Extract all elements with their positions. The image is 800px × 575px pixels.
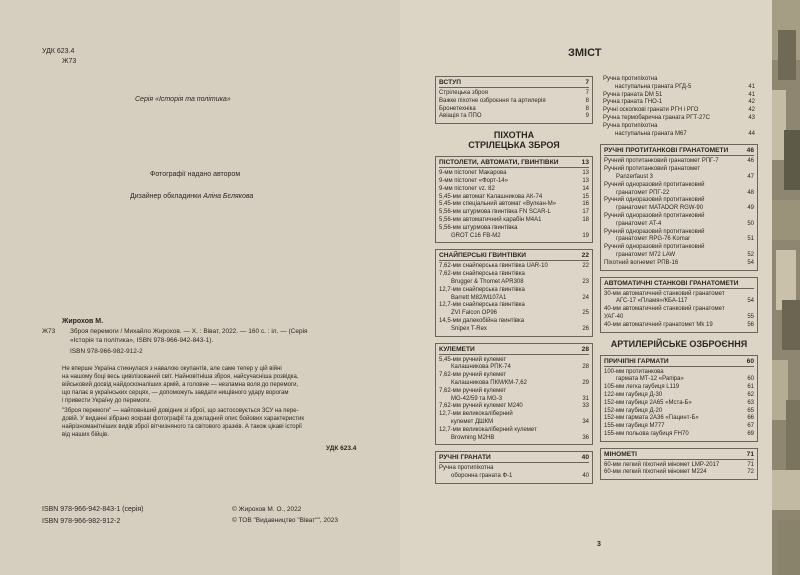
- abstract-1-line-4: і привести Україну до перемоги.: [62, 398, 152, 404]
- abstract-1-line-0: Не вперше Україна стикнулася з навалою окупантів, але саме тепер у цій війні: [62, 366, 282, 372]
- toc-item[interactable]: 12,7-мм великокаліберний: [439, 411, 513, 418]
- toc-column-1: [435, 76, 593, 490]
- toc-section-title[interactable]: ПІСТОЛЕТИ, АВТОМАТИ, ГВИНТІВКИ 13: [439, 159, 589, 167]
- copyright-author: © Жирохов М. О., 2022: [232, 506, 302, 513]
- toc-item[interactable]: 152-мм гаубиця 2А65 «Мста-Б» 63: [604, 399, 754, 406]
- right-page: [400, 0, 772, 575]
- toc-item[interactable]: GROT C16 FB-M2 19: [451, 232, 589, 239]
- page-number: 3: [597, 541, 601, 548]
- toc-item[interactable]: 7,62-мм ручний кулемет: [439, 372, 507, 379]
- toc-item[interactable]: гранатомет M72 LAW 52: [616, 251, 754, 258]
- toc-item[interactable]: 5,56-мм штурмова гвинтівка FN SCAR-L 17: [439, 209, 589, 216]
- toc-section-ags: [600, 277, 758, 333]
- toc-item[interactable]: Ручний одноразовий протитанковий: [604, 244, 705, 251]
- toc-item[interactable]: Browning M2HB 36: [451, 434, 589, 441]
- toc-item[interactable]: Стрілецька зброя 7: [439, 90, 589, 96]
- catalog-mark: Ж73: [42, 328, 56, 335]
- toc-item[interactable]: гранатомет РПГ-22 48: [616, 189, 754, 196]
- photos-credit: Фотографії надано автором: [150, 171, 241, 178]
- udk-code: УДК 623.4: [42, 48, 75, 55]
- udk-bottom: УДК 623.4: [326, 445, 357, 452]
- abstract-2-line-0: "Зброя перемоги" — найповніший довідник зі зброї, що застосовується ЗСУ на пере-: [62, 408, 299, 414]
- toc-item[interactable]: 40-мм автоматичний гранатомет Mk 19 56: [604, 321, 754, 328]
- toc-section-pistols: [435, 156, 593, 243]
- toc-column-2: [600, 76, 758, 486]
- toc-item[interactable]: Panzerfaust 3 47: [616, 173, 754, 180]
- toc-section-title[interactable]: МІНОМЕТІ 71: [604, 450, 754, 458]
- author-mark: Ж73: [62, 58, 77, 65]
- toc-item[interactable]: 155-мм польова гаубиця FH70 69: [604, 430, 754, 437]
- toc-item[interactable]: оборонна граната Ф-1 40: [451, 473, 589, 480]
- toc-section-title[interactable]: РУЧНІ ГРАНАТИ 40: [439, 454, 589, 462]
- toc-item[interactable]: 5,45-мм автомат Калашникова АК-74 15: [439, 193, 589, 200]
- catalog-isbn: ISBN 978-966-982-912-2: [70, 348, 143, 355]
- toc-item[interactable]: Ручна протипіхотна: [603, 76, 658, 82]
- toc-item[interactable]: Ручна граната ГНО-1 42: [603, 99, 755, 106]
- toc-section-intro: [435, 76, 593, 124]
- toc-item[interactable]: 7,62-мм ручний кулемет M240 33: [439, 403, 589, 410]
- toc-item[interactable]: 30-мм автоматичний станковий гранатомет: [604, 290, 725, 297]
- toc-item[interactable]: Авіація та ППО 9: [439, 113, 589, 120]
- toc-item[interactable]: Ручна граната DM 51 41: [603, 91, 755, 98]
- abstract-2-line-2: найрізноманітніших видів зброї вітчизняного та світового зразків. А також цікаві історії: [62, 424, 302, 430]
- toc-item[interactable]: Калашникова РПК-74 28: [451, 364, 589, 371]
- toc-item[interactable]: 60-мм легкий піхотний міномет M224 72: [604, 469, 754, 476]
- abstract-1-line-2: військовий досвід найдосконаліших армій, а головне — незламна воля до перемоги,: [62, 382, 299, 388]
- toc-item[interactable]: 40-мм автоматичний станковий гранатомет УАГ-40 55: [604, 306, 754, 320]
- toc-item[interactable]: гранатомет MATADOR RGW-90 49: [616, 205, 754, 212]
- toc-item[interactable]: 12,7-мм снайперська гвинтівка: [439, 286, 525, 293]
- toc-item[interactable]: Ручні осколкові гранати РГН і РГО 42: [603, 107, 755, 114]
- toc-item[interactable]: Ручна термобарична граната РГТ-27С 43: [603, 114, 755, 121]
- toc-item[interactable]: ZVI Falcon OP96 25: [451, 310, 589, 317]
- toc-item[interactable]: 7,62-мм снайперська гвинтівка: [439, 271, 525, 278]
- toc-item[interactable]: Ручний протитанковий гранатомет: [604, 166, 701, 173]
- toc-item[interactable]: гранатомет RPG-76 Komar 51: [616, 236, 754, 243]
- catalog-line-1: Зброя перемоги / Михайло Жирохов. — Х. : Віват, 2022. — 160 с. : іл. — (Серія: [70, 328, 308, 335]
- toc-item[interactable]: Ручний одноразовий протитанковий: [604, 181, 705, 188]
- toc-item[interactable]: 152-мм гаубиця Д-20 65: [604, 407, 754, 414]
- toc-section-title[interactable]: СНАЙПЕРСЬКІ ГВИНТІВКИ 22: [439, 252, 589, 260]
- toc-item[interactable]: 5,45-мм спеціальний автомат «Вулкан-М» 16: [439, 201, 589, 208]
- toc-section-title[interactable]: ВСТУП 7: [439, 79, 589, 86]
- toc-item[interactable]: Snipex T-Rex 26: [451, 325, 589, 332]
- toc-item[interactable]: 12,7-мм снайперська гвинтівка: [439, 302, 525, 309]
- toc-item[interactable]: Ручна протипіхотна: [439, 465, 494, 472]
- toc-item[interactable]: 122-мм гаубиця Д-30 62: [604, 391, 754, 398]
- toc-item[interactable]: 7,62-мм ручний кулемет: [439, 387, 507, 394]
- toc-item[interactable]: гармата МТ-12 «Рапіра» 60: [616, 376, 754, 383]
- camo-edge-decoration: [772, 0, 800, 575]
- part-title-artillery: АРТИЛЕРІЙСЬКЕ ОЗБРОЄННЯ: [610, 338, 748, 349]
- toc-item[interactable]: наступальна граната M67 44: [615, 130, 755, 137]
- toc-item[interactable]: 152-мм гармата 2А36 «Гіацинт-Б» 66: [604, 415, 754, 422]
- toc-item[interactable]: 5,56-мм автоматичний карабін M4A1 18: [439, 216, 589, 223]
- toc-section-grenades: [435, 451, 593, 484]
- toc-section-title[interactable]: АВТОМАТИЧНІ СТАНКОВІ ГРАНАТОМЕТИ: [604, 280, 754, 289]
- toc-item[interactable]: 12,7-мм великокаліберний кулемет: [439, 426, 537, 433]
- toc-section-rpg: [600, 144, 758, 270]
- toc-section-title[interactable]: КУЛЕМЕТИ 28: [439, 345, 589, 353]
- toc-item[interactable]: Піхотний вогнемет РПВ-16 54: [604, 259, 754, 266]
- toc-item[interactable]: Brugger & Thomet APR308 23: [451, 278, 589, 285]
- toc-section-title[interactable]: РУЧНІ ПРОТИТАНКОВІ ГРАНАТОМЕТИ 46: [604, 147, 754, 155]
- toc-item[interactable]: Бронетехніка 8: [439, 105, 589, 112]
- toc-item[interactable]: Ручна протипіхотна: [603, 122, 658, 129]
- toc-section-title[interactable]: ПРИЧІПНІ ГАРМАТИ 60: [604, 357, 754, 365]
- isbn-book: ISBN 978-966-982-912-2: [42, 518, 121, 525]
- toc-item[interactable]: Важке піхотне озброєння та артилерія 8: [439, 97, 589, 104]
- toc-section-mortars: [600, 448, 758, 481]
- toc-item[interactable]: наступальна граната РГД-5 41: [615, 83, 755, 90]
- toc-item[interactable]: 14,5-мм далекобійна гвинтівка: [439, 317, 525, 324]
- toc-item[interactable]: 155-мм гаубиця M777 67: [604, 423, 754, 430]
- toc-item[interactable]: 5,56-мм штурмова гвинтівка: [439, 224, 518, 231]
- toc-item[interactable]: гранатомет AT-4 50: [616, 220, 754, 227]
- toc-section-grenades-cont: [600, 76, 758, 138]
- toc-item[interactable]: Калашникова ПКМ/КМ-7,62 29: [451, 379, 589, 386]
- abstract-2-line-1: довій. У виданні зібрано яскраві фотографії та докладний опис бойових характеристик: [62, 416, 304, 422]
- toc-item[interactable]: MG-42/59 та MG-3 31: [451, 395, 589, 402]
- author-name: Жирохов М.: [62, 318, 104, 325]
- toc-section-machine-guns: [435, 343, 593, 446]
- isbn-series: ISBN 978-966-942-843-1 (серія): [42, 506, 144, 513]
- series-line: Серія «Історія та політика»: [135, 96, 231, 103]
- toc-item[interactable]: 9-мм пістолет «Форт-14» 13: [439, 177, 589, 184]
- toc-item[interactable]: Ручний одноразовий протитанковий: [604, 212, 705, 219]
- toc-item[interactable]: 100-мм протитанкова: [604, 368, 664, 375]
- toc-section-sniper: [435, 249, 593, 336]
- toc-item[interactable]: Ручний одноразовий протитанковий: [604, 197, 705, 204]
- toc-item[interactable]: 9-мм пістолет vz. 82 14: [439, 185, 589, 192]
- contents-title: ЗМІСТ: [568, 47, 602, 59]
- designer-credit: Дизайнер обкладинки Аліна Бєлякова: [130, 193, 254, 200]
- toc-item[interactable]: 105-мм легка гаубиця L119 61: [604, 384, 754, 391]
- toc-item[interactable]: Barrett M82/M107A1 24: [451, 294, 589, 301]
- toc-item[interactable]: АГС-17 «Пламя»/КБА-117 54: [616, 298, 754, 305]
- abstract-1-line-1: на нашому боці весь цивілізований світ. Найновітніша зброя, найсучасніша розвідка,: [62, 374, 299, 380]
- toc-item[interactable]: 60-мм легкий піхотний міномет LMP-2017 71: [604, 461, 754, 468]
- abstract-2-line-3: від наших бійців.: [62, 432, 109, 438]
- toc-section-towed-guns: [600, 355, 758, 442]
- abstract-1-line-3: що палає в українських серцях, — допоможуть завдати нищівного удару ворогам: [62, 390, 289, 396]
- part-title-infantry: ПІХОТНА СТРІЛЕЦЬКА ЗБРОЯ: [468, 130, 560, 151]
- catalog-line-2: «Історія та політика», ISBN 978-966-942-843-1).: [70, 337, 214, 344]
- toc-item[interactable]: Ручний одноразовий протитанковий: [604, 228, 705, 235]
- toc-item[interactable]: кулемет ДШКМ 34: [451, 418, 589, 425]
- toc-item[interactable]: Ручний протитанковий гранатомет РПГ-7 46: [604, 158, 754, 165]
- toc-item[interactable]: 7,62-мм снайперська гвинтівка UAR-10 22: [439, 263, 589, 270]
- toc-item[interactable]: 5,45-мм ручний кулемет: [439, 356, 507, 363]
- copyright-publisher: © ТОВ "Видавництво "Віват"", 2023: [232, 517, 338, 524]
- toc-item[interactable]: 9-мм пістолет Макарова 13: [439, 170, 589, 177]
